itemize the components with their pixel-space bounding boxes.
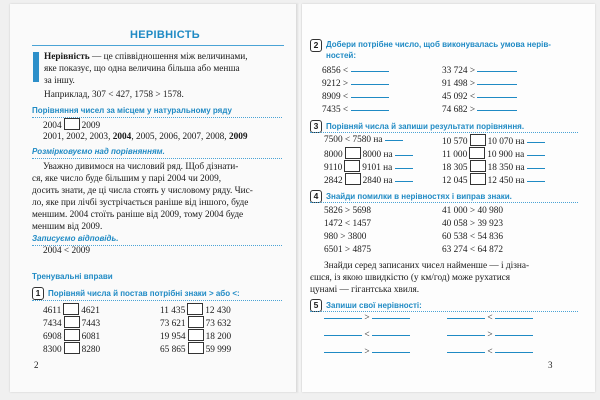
- ex3-c2-b: 10 070 на: [487, 137, 525, 147]
- answer-blank[interactable]: [495, 318, 533, 319]
- definition-text-1: — це співвідношення між величинами,: [89, 52, 248, 62]
- answer-blank[interactable]: [527, 142, 545, 143]
- answer-blank[interactable]: [527, 155, 545, 156]
- answer-box[interactable]: [344, 160, 360, 172]
- ex1-c2-b: 59 999: [205, 345, 232, 355]
- ex2-c2: 33 724 >: [442, 66, 476, 76]
- ex3-c1-a: 8000: [324, 150, 343, 160]
- ex5-row: [447, 312, 533, 325]
- sequence-bold-2009: 2009: [228, 132, 248, 142]
- answer-blank[interactable]: [477, 110, 517, 111]
- exercise-5-instruction: Запиши свої нерівності:: [326, 301, 422, 310]
- compare-b: 2009: [81, 121, 101, 131]
- ex2-c2: 45 092 <: [442, 92, 476, 102]
- answer-blank[interactable]: [324, 318, 362, 319]
- exercise-5-badge: 5: [310, 299, 322, 312]
- ex1-c2-b: 12 430: [205, 306, 231, 316]
- ex2-row: [442, 91, 517, 104]
- ex5-row: [324, 346, 410, 359]
- answer-blank[interactable]: [351, 84, 389, 85]
- answer-blank[interactable]: [351, 71, 389, 72]
- ex1-c1-b: 4621: [81, 306, 100, 316]
- answer-blank[interactable]: [495, 335, 533, 336]
- ex4-inequality: 980 > 3800: [324, 232, 367, 242]
- ex2-c1: 8909 <: [322, 92, 349, 102]
- number-sequence: [43, 131, 248, 144]
- ex1-row: [43, 342, 100, 357]
- ex3-c2-a: 18 305: [442, 163, 468, 173]
- definition-line-1: [44, 51, 248, 64]
- section-heading-3: Записуємо відповідь.: [32, 234, 119, 243]
- answer-blank[interactable]: [351, 97, 389, 98]
- answer-blank[interactable]: [395, 155, 413, 156]
- ex2-row: [442, 78, 517, 91]
- tsunami-line-2: єшся, із якою швидкістю (у км/год) може рухатися: [310, 273, 511, 283]
- definition-term: Нерівність: [44, 52, 90, 62]
- tsunami-line-1: Знайди серед записаних чисел найменше — і дізна-: [324, 261, 530, 271]
- exercise-2-instruction-1: Добери потрібне число, щоб виконувалась умова нерів-: [326, 40, 551, 49]
- exercise-3-badge: 3: [310, 120, 322, 133]
- ex5-sign: >: [364, 313, 370, 323]
- sequence-part-1: 2001, 2002, 2003,: [43, 132, 113, 142]
- ex2-row: [442, 65, 517, 78]
- answer-box[interactable]: [64, 329, 80, 341]
- ex3-c2-a: 10 570: [442, 137, 468, 147]
- answer-box[interactable]: [187, 303, 203, 315]
- ex1-c1-a: 6908: [43, 332, 62, 342]
- reasoning-line-6: меншим від 2009.: [32, 222, 103, 232]
- reasoning-line-1: Уважно дивимося на числовий ряд. Щоб дізнати-: [43, 162, 239, 172]
- ex1-c2-a: 73 621: [160, 319, 186, 329]
- page-number-right: 3: [548, 360, 553, 370]
- answer-blank[interactable]: [395, 168, 413, 169]
- answer-blank[interactable]: [395, 181, 413, 182]
- ex3-row: [324, 134, 403, 147]
- ex3-c2-a: 12 045: [442, 176, 468, 186]
- answer-blank[interactable]: [447, 318, 485, 319]
- ex1-c1-a: 4611: [43, 306, 62, 316]
- ex5-sign: <: [364, 330, 370, 340]
- ex1-c2-a: 19 954: [160, 332, 186, 342]
- answer-blank[interactable]: [324, 352, 362, 353]
- ex3-c1-b: 8000 на: [362, 150, 393, 160]
- ex3-c1-b: 2840 на: [362, 176, 393, 186]
- answer-box[interactable]: [345, 147, 361, 159]
- ex2-row: [442, 104, 517, 117]
- exercise-2-badge: 2: [310, 39, 322, 52]
- ex3-c1-b: 9101 на: [362, 163, 393, 173]
- answer-box[interactable]: [188, 329, 204, 341]
- definition-line-3: за іншу.: [44, 76, 75, 86]
- exercise-1-instruction: Порівняй числа й постав потрібні знаки > або <:: [48, 289, 240, 298]
- ex5-row: [324, 329, 410, 342]
- answer-blank[interactable]: [372, 352, 410, 353]
- ex2-c2: 91 498 >: [442, 79, 476, 89]
- ex5-sign: <: [487, 347, 493, 357]
- ex5-row: [447, 329, 533, 342]
- left-page: [10, 4, 298, 392]
- ex2-c1: 6856 <: [322, 66, 349, 76]
- book-spread: [10, 4, 595, 392]
- ex5-sign: >: [364, 347, 370, 357]
- answer-blank[interactable]: [527, 181, 545, 182]
- answer-blank[interactable]: [324, 335, 362, 336]
- reasoning-line-5: меншим. 2004 стоїть раніше від 2009, тому 2004 буде: [32, 210, 244, 220]
- answer-blank[interactable]: [447, 335, 485, 336]
- definition-example: Наприклад, 307 < 427, 1758 > 1578.: [44, 90, 184, 100]
- training-heading: Тренувальні вправи: [32, 272, 113, 281]
- ex1-c1-b: 7443: [81, 319, 101, 329]
- answer-blank[interactable]: [527, 168, 545, 169]
- answer-box[interactable]: [64, 316, 80, 328]
- answer-box[interactable]: [188, 342, 204, 354]
- answer-box[interactable]: [64, 342, 80, 354]
- answer-box[interactable]: [470, 160, 486, 172]
- tsunami-line-3: цунамі — гігантська хвиля.: [310, 285, 420, 295]
- exercise-1-rule: [32, 300, 282, 301]
- ex4-inequality: 6501 > 4875: [324, 245, 372, 255]
- page-number-left: 2: [34, 360, 39, 370]
- exercise-2-instruction-2: ностей:: [326, 51, 357, 60]
- answer-blank[interactable]: [495, 352, 533, 353]
- ex4-inequality: 63 274 < 64 872: [442, 245, 504, 255]
- answer-text: 2004 < 2009: [43, 246, 91, 256]
- ex3-row: [442, 173, 545, 188]
- section-heading-1: Порівняння чисел за місцем у натуральному ряду: [32, 106, 232, 115]
- ex1-c2-b: 18 200: [205, 332, 232, 342]
- reasoning-line-2: ся, яке число буде більшим у парі 2004 чи 2009,: [32, 174, 222, 184]
- ex3-c2-b: 18 350 на: [487, 163, 525, 173]
- answer-box[interactable]: [469, 147, 485, 159]
- answer-blank[interactable]: [447, 352, 485, 353]
- title-rule: [32, 45, 284, 46]
- ex2-c1: 7435 <: [322, 105, 349, 115]
- page-title: НЕРІВНІСТЬ: [130, 29, 200, 41]
- exercise-4-rule: [310, 202, 578, 203]
- ex1-c1-a: 7434: [43, 319, 62, 329]
- definition-line-2: яке показує, що одна величина більша або менша: [44, 64, 240, 74]
- ex1-c2-a: 65 865: [160, 345, 186, 355]
- sequence-part-2: , 2005, 2006, 2007, 2008,: [131, 132, 229, 142]
- exercise-3-rule: [310, 132, 578, 133]
- exercise-4-badge: 4: [310, 190, 322, 203]
- ex2-c1: 9212 >: [322, 79, 349, 89]
- ex2-c2: 74 682 >: [442, 105, 476, 115]
- ex2-row: [322, 78, 389, 91]
- ex4-inequality: 5826 > 5698: [324, 206, 372, 216]
- answer-blank[interactable]: [477, 97, 517, 98]
- ex5-row: [324, 312, 410, 325]
- ex4-inequality: 41 000 > 40 980: [442, 206, 504, 216]
- compare-a: 2004: [43, 121, 62, 131]
- ex2-row: [322, 104, 389, 117]
- ex3-c1-expr: 7500 < 7580: [324, 135, 372, 145]
- answer-blank[interactable]: [385, 140, 403, 141]
- exercise-3-instruction: Порівняй числа й запиши результати порівняння.: [326, 122, 525, 131]
- ex3-c2-b: 12 450 на: [487, 176, 525, 186]
- answer-box[interactable]: [345, 173, 361, 185]
- section-heading-2: Розмірковуємо над порівнянням.: [32, 147, 165, 156]
- answer-blank[interactable]: [477, 71, 517, 72]
- ex3-c2-b: 10 900 на: [487, 150, 525, 160]
- ex3-c2-a: 11 000: [442, 150, 468, 160]
- ex1-row: [160, 342, 231, 357]
- answer-box[interactable]: [63, 303, 79, 315]
- ex4-inequality: 1472 < 1457: [324, 219, 372, 229]
- reasoning-line-3: досить знати, де ці числа стоять у числовому ряду. Чис-: [32, 186, 253, 196]
- answer-box[interactable]: [470, 173, 486, 185]
- ex5-row: [447, 346, 533, 359]
- definition-marker: [33, 52, 39, 82]
- ex4-inequality: 40 058 > 39 923: [442, 219, 504, 229]
- section-rule-2: [32, 158, 282, 159]
- ex1-c2-b: 73 632: [205, 319, 232, 329]
- answer-blank[interactable]: [372, 318, 410, 319]
- ex5-sign: <: [487, 313, 493, 323]
- exercise-1-badge: 1: [32, 287, 44, 300]
- answer-blank[interactable]: [477, 84, 517, 85]
- ex3-c1-a: 9110: [324, 163, 343, 173]
- answer-box[interactable]: [470, 134, 486, 146]
- sequence-bold-2004: 2004: [112, 132, 132, 142]
- ex3-row: [324, 173, 413, 188]
- ex1-c2-a: 11 435: [160, 306, 186, 316]
- answer-box[interactable]: [188, 316, 204, 328]
- ex1-c1-b: 6081: [81, 332, 101, 342]
- ex3-c1-suffix: на: [371, 135, 385, 145]
- answer-blank[interactable]: [372, 335, 410, 336]
- ex5-sign: >: [487, 330, 493, 340]
- ex1-c1-a: 8300: [43, 345, 62, 355]
- answer-blank[interactable]: [351, 110, 389, 111]
- exercise-4-instruction: Знайди помилки в нерівностях і виправ знаки.: [326, 192, 512, 201]
- ex2-row: [322, 65, 389, 78]
- right-page: [302, 4, 595, 392]
- ex2-row: [322, 91, 389, 104]
- reasoning-line-4: ло, яке при лічбі зустрічається раніше від іншого, буде: [32, 198, 249, 208]
- ex1-c1-b: 8280: [81, 345, 101, 355]
- ex3-c1-a: 2842: [324, 176, 343, 186]
- ex4-inequality: 60 538 < 54 836: [442, 232, 504, 242]
- sign-box: [64, 118, 80, 130]
